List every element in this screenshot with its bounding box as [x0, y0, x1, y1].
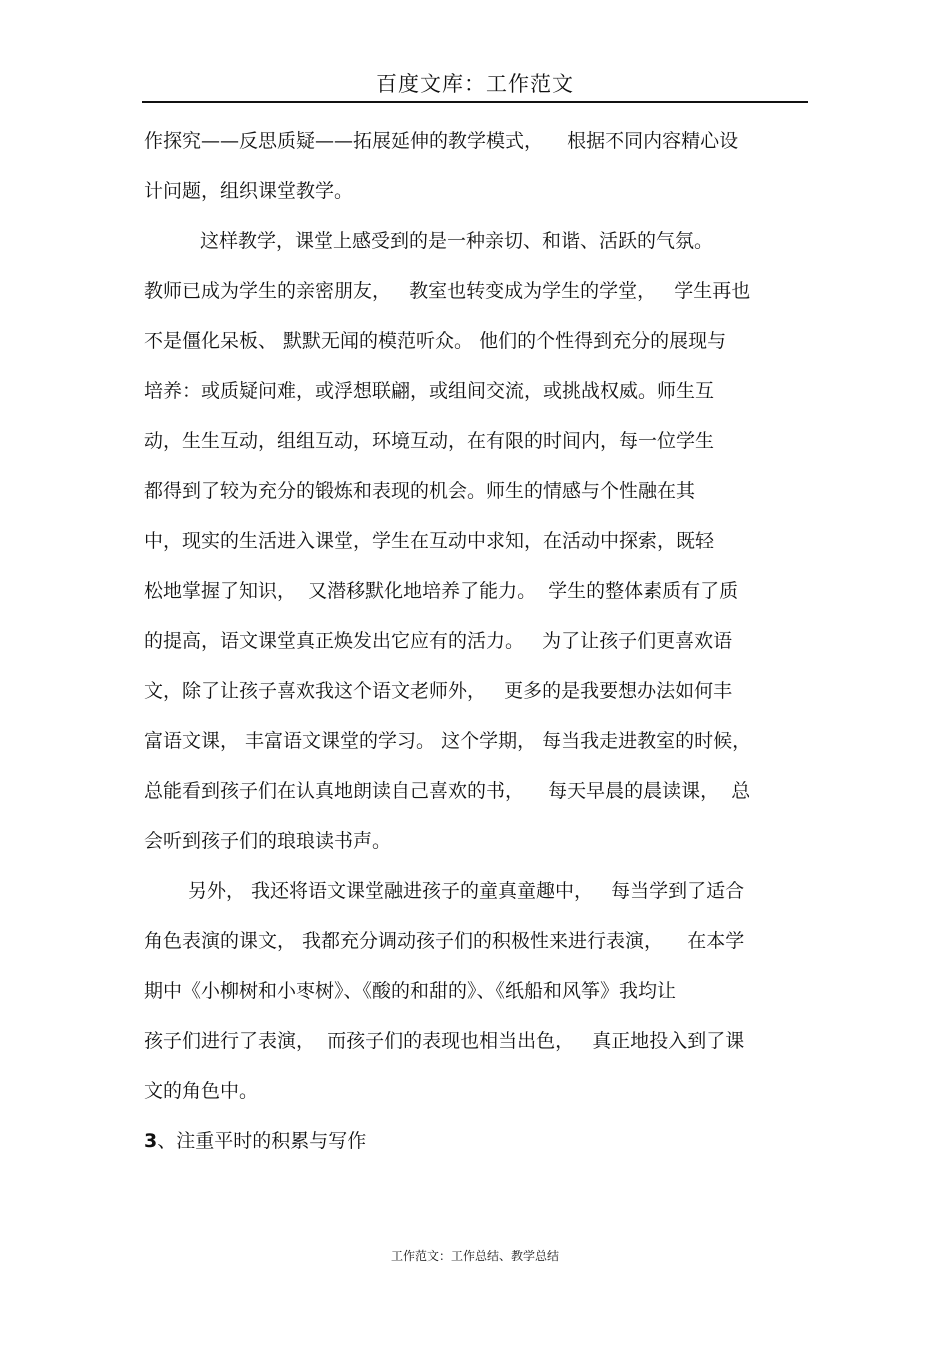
- section-heading: [144, 1116, 814, 1166]
- section-heading-number: 3: [144, 1130, 158, 1152]
- paragraph-line: 计问题，组织课堂教学。: [144, 180, 354, 202]
- paragraph-line: 中，现实的生活进入课堂，学生在互动中求知，在活动中探索，既轻: [144, 530, 715, 552]
- paragraph-line: 角色表演的课文， 我都充分调动孩子们的积极性来进行表演， 在本学: [144, 930, 745, 952]
- page-header-title: 百度文库：工作范文: [376, 72, 574, 96]
- paragraph-line: 期中《小柳树和小枣树》、《酸的和甜的》、《纸船和风筝》我均让: [144, 980, 677, 1002]
- paragraph-line: 文，除了让孩子喜欢我这个语文老师外， 更多的是我要想办法如何丰: [144, 680, 733, 702]
- paragraph-line: 的提高，语文课堂真正焕发出它应有的活力。 为了让孩子们更喜欢语: [144, 630, 733, 652]
- document-body: [144, 116, 814, 1166]
- section-heading-text: 、注重平时的积累与写作: [157, 1130, 367, 1152]
- page-footer: 工作范文：工作总结、教学总结: [390, 1249, 559, 1263]
- paragraph-line: 不是僵化呆板、 默默无闻的模范听众。 他们的个性得到充分的展现与: [144, 330, 727, 352]
- paragraph-line: 另外， 我还将语文课堂融进孩子的童真童趣中， 每当学到了适合: [188, 880, 745, 902]
- paragraph-line: 培养：或质疑问难，或浮想联翩，或组间交流，或挑战权威。师生互: [144, 380, 715, 402]
- paragraph-line: 这样教学，课堂上感受到的是一种亲切、和谐、活跃的气氛。: [200, 230, 714, 252]
- paragraph-line: 动，生生互动，组组互动，环境互动，在有限的时间内，每一位学生: [144, 430, 715, 452]
- paragraph-line: 孩子们进行了表演， 而孩子们的表现也相当出色， 真正地投入到了课: [144, 1030, 745, 1052]
- paragraph-line: 富语文课， 丰富语文课堂的学习。 这个学期， 每当我走进教室的时候，: [144, 730, 752, 752]
- paragraph-line: 都得到了较为充分的锻炼和表现的机会。师生的情感与个性融在其: [144, 480, 696, 502]
- paragraph-line: 松地掌握了知识， 又潜移默化地培养了能力。 学生的整体素质有了质: [144, 580, 739, 602]
- paragraph-line: 教师已成为学生的亲密朋友， 教室也转变成为学生的学堂， 学生再也: [144, 280, 751, 302]
- paragraph-line: 会听到孩子们的琅琅读书声。: [144, 830, 392, 852]
- paragraph-line: 作探究——反思质疑——拓展延伸的教学模式， 根据不同内容精心设: [144, 130, 739, 152]
- paragraph-line: 总能看到孩子们在认真地朗读自己喜欢的书， 每天早晨的晨读课， 总: [144, 780, 751, 802]
- header-divider: [142, 101, 808, 103]
- paragraph-line: 文的角色中。: [144, 1080, 259, 1102]
